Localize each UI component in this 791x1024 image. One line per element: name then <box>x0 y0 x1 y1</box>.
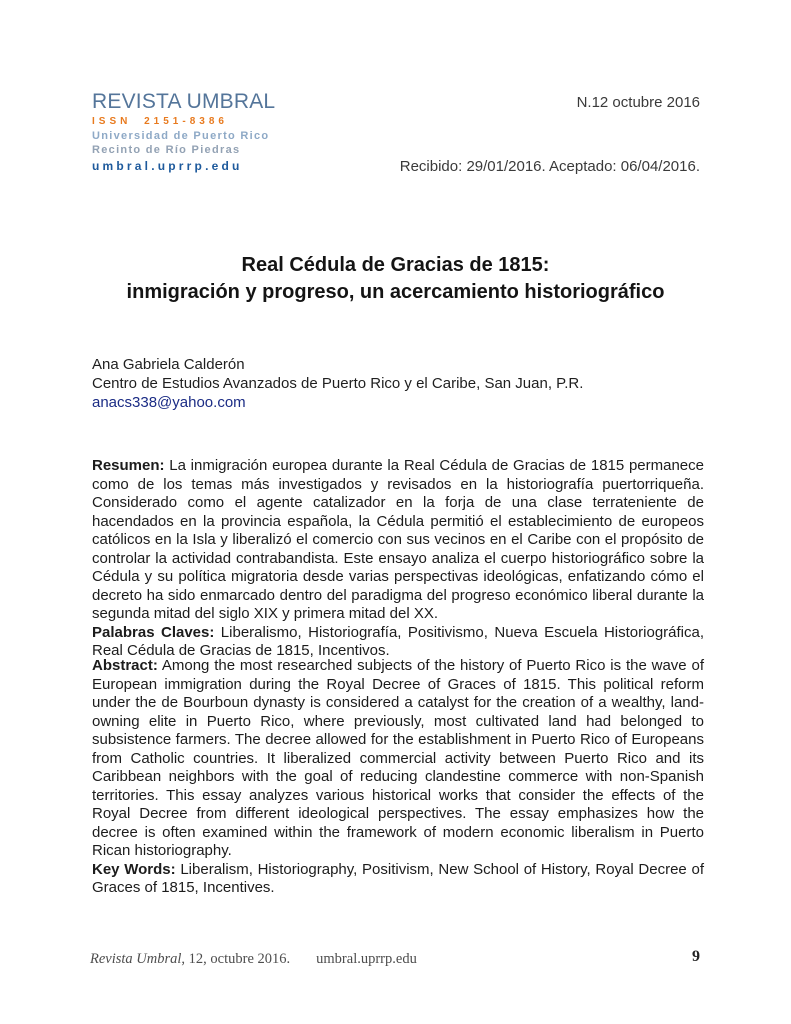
footer-citation <box>90 951 417 968</box>
key-words-line <box>92 861 704 898</box>
author-email-link[interactable]: anacs338@yahoo.com <box>92 393 246 411</box>
resumen-text: La inmigración europea durante la Real Cédula de Gracias de 1815 permanece como de los temas más investigados y revisados en la historiografía puertorriqueña. Considerado como el agente catalizador en la forja de una clase terrateniente de hacendados en la provincia española, la Cédula permitió el establecimiento de europeos católicos en la Isla y liberalizó el comercio con sus vecinos en el Caribe con el propósito de controlar la actividad contrabandista. Este ensayo analiza el cuerpo historiográfico sobre la Cédula y su política migratoria desde varias perspectivas ideológicas, enfatizando cómo el decreto ha sido enmarcado dentro del paradigma del progreso económico liberal durante la segunda mitad del siglo XIX y primera mitad del XX. <box>92 457 704 622</box>
journal-logo <box>92 90 275 173</box>
author-affiliation: Centro de Estudios Avanzados de Puerto Rico y el Caribe, San Juan, P.R. <box>92 374 584 392</box>
footer-issue-meta: , 12, octubre 2016. <box>181 951 291 967</box>
page-number: 9 <box>692 948 700 965</box>
abstract-label: Abstract: <box>92 657 158 674</box>
journal-issn: ISSN 2151-8386 <box>92 116 228 127</box>
key-words-label: Key Words: <box>92 860 176 878</box>
journal-campus: Recinto de Río Piedras <box>92 144 241 156</box>
resumen-paragraph <box>92 457 704 624</box>
journal-university: Universidad de Puerto Rico <box>92 130 270 142</box>
abstract-paragraph <box>92 657 704 861</box>
issue-number: N.12 octubre 2016 <box>576 94 700 111</box>
received-accepted-dates: Recibido: 29/01/2016. Aceptado: 06/04/2016. <box>399 158 700 175</box>
footer-journal-name: Revista Umbral <box>90 951 182 967</box>
author-name: Ana Gabriela Calderón <box>92 356 245 373</box>
key-words-text: Liberalism, Historiography, Positivism, New School of History, Royal Decree of Graces of 1815, Incentives. <box>92 860 704 896</box>
journal-logo-url: umbral.uprrp.edu <box>92 159 243 173</box>
article-title <box>0 252 791 306</box>
resumen-section <box>92 457 704 661</box>
palabras-claves-line <box>92 624 704 661</box>
journal-logo-title: REVISTA UMBRAL <box>92 90 276 113</box>
article-title-line2: inmigración y progreso, un acercamiento historiográfico <box>126 281 665 303</box>
palabras-claves-label: Palabras Claves: <box>92 623 215 641</box>
palabras-claves-text: Liberalismo, Historiografía, Positivismo, Nueva Escuela Historiográfica, Real Cédula de Gracias de 1815, Incentivos. <box>92 623 705 659</box>
resumen-label: Resumen: <box>92 457 165 474</box>
abstract-text: Among the most researched subjects of the history of Puerto Rico is the wave of European immigration during the Royal Decree of Graces of 1815. This political reform under the de Bourboun dynasty is considered a catalyst for the creation of a wealthy, land-owning elite in Puerto Rico, where previously, most cultivated land had belonged to subsistence farmers. The decree allowed for the establishment in Puerto Rico of Europeans from Catholic countries. It liberalized commercial activity between Puerto Rico and its Caribbean neighbors with the goal of reducing clandestine commerce with non-Spanish territories. This essay analyzes various historical works that consider the effects of the Royal Decree from different ideological perspectives. The essay emphasizes how the decree is often examined within the framework of modern economic liberalism in Puerto Rican historiography. <box>92 657 704 859</box>
article-title-line1: Real Cédula de Gracias de 1815: <box>241 254 550 276</box>
abstract-section <box>92 657 704 898</box>
author-block <box>92 356 583 412</box>
footer-url: umbral.uprrp.edu <box>316 951 417 967</box>
